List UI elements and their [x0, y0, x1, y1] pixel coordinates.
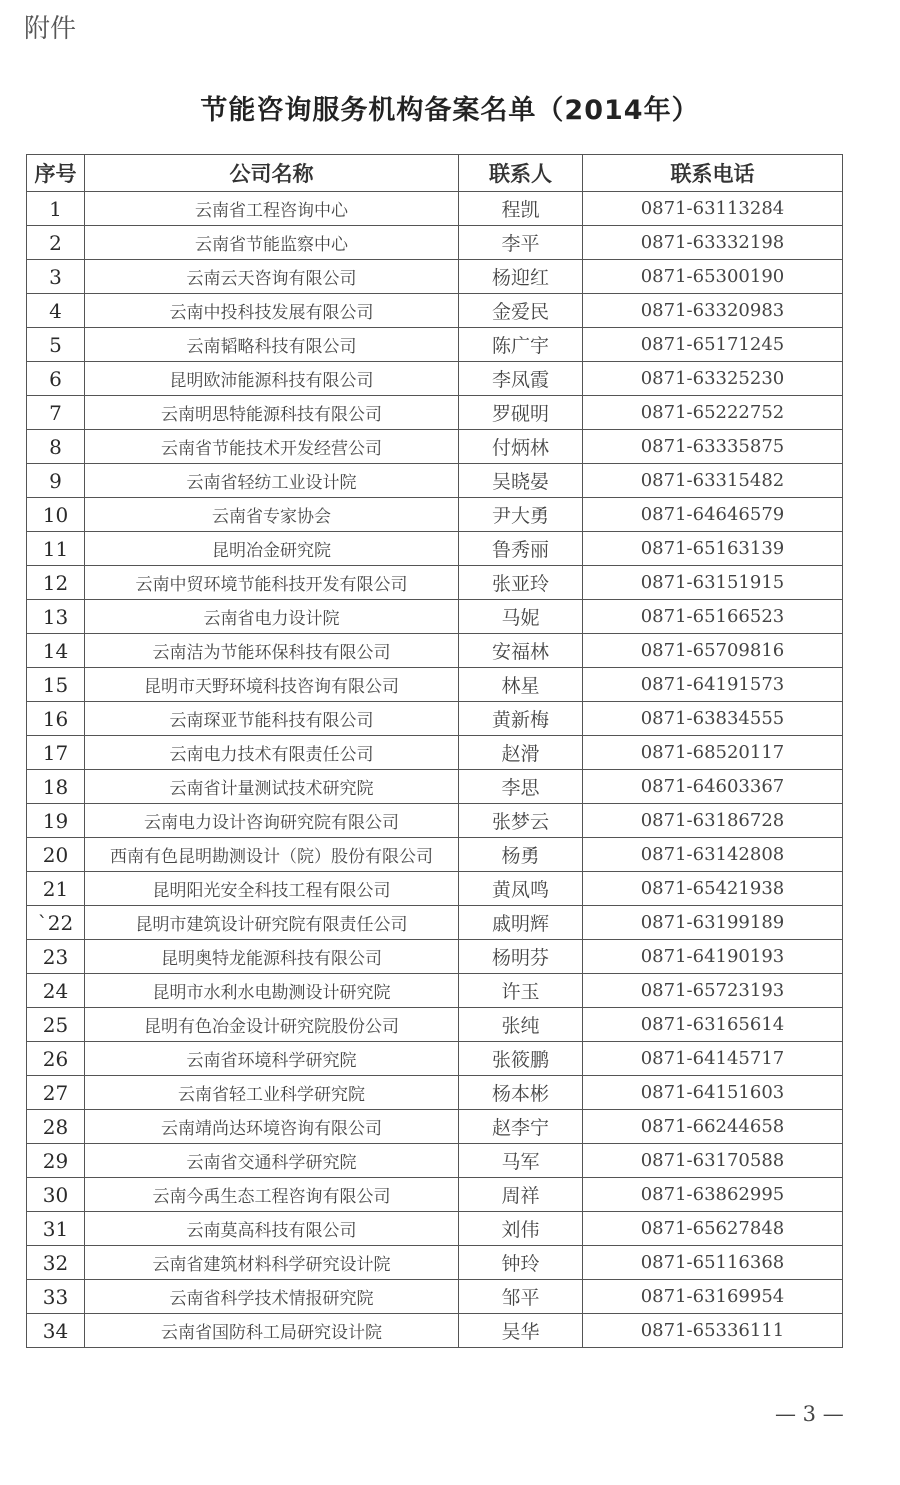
contact-person: 黄凤鸣 [459, 872, 583, 906]
contact-person: 林星 [459, 668, 583, 702]
contact-person: 黄新梅 [459, 702, 583, 736]
contact-phone: 0871-65723193 [583, 974, 843, 1008]
table-row [27, 396, 843, 430]
contact-phone: 0871-65709816 [583, 634, 843, 668]
row-index: 12 [27, 566, 85, 600]
table-row [27, 1178, 843, 1212]
contact-phone: 0871-63320983 [583, 294, 843, 328]
header-company: 公司名称 [85, 155, 459, 192]
company-name: 云南省轻工业科学研究院 [85, 1076, 459, 1110]
contact-person: 杨本彬 [459, 1076, 583, 1110]
table-row [27, 838, 843, 872]
table-row [27, 702, 843, 736]
row-index: 11 [27, 532, 85, 566]
company-name: 云南洁为节能环保科技有限公司 [85, 634, 459, 668]
table-row [27, 736, 843, 770]
company-name: 云南省轻纺工业设计院 [85, 464, 459, 498]
header-index: 序号 [27, 155, 85, 192]
contact-person: 戚明辉 [459, 906, 583, 940]
contact-person: 赵滑 [459, 736, 583, 770]
row-index: 20 [27, 838, 85, 872]
contact-phone: 0871-64190193 [583, 940, 843, 974]
company-name: 昆明市天野环境科技咨询有限公司 [85, 668, 459, 702]
table-row [27, 1144, 843, 1178]
row-index: 15 [27, 668, 85, 702]
company-name: 云南省环境科学研究院 [85, 1042, 459, 1076]
contact-person: 马妮 [459, 600, 583, 634]
registry-table [26, 154, 843, 1348]
table-row [27, 192, 843, 226]
contact-person: 鲁秀丽 [459, 532, 583, 566]
company-name: 云南省科学技术情报研究院 [85, 1280, 459, 1314]
company-name: 西南有色昆明勘测设计（院）股份有限公司 [85, 838, 459, 872]
table-row [27, 226, 843, 260]
row-index: 6 [27, 362, 85, 396]
row-index: 2 [27, 226, 85, 260]
table-row [27, 906, 843, 940]
row-index: 27 [27, 1076, 85, 1110]
contact-person: 金爱民 [459, 294, 583, 328]
table-row [27, 600, 843, 634]
table-row [27, 260, 843, 294]
company-name: 云南电力技术有限责任公司 [85, 736, 459, 770]
table-row [27, 1110, 843, 1144]
contact-person: 安福林 [459, 634, 583, 668]
table-row [27, 532, 843, 566]
row-index: 25 [27, 1008, 85, 1042]
row-index: 18 [27, 770, 85, 804]
contact-person: 许玉 [459, 974, 583, 1008]
row-index: 19 [27, 804, 85, 838]
attachment-label: 附件 [24, 14, 77, 44]
contact-phone: 0871-63862995 [583, 1178, 843, 1212]
company-name: 云南省计量测试技术研究院 [85, 770, 459, 804]
row-index: 26 [27, 1042, 85, 1076]
contact-phone: 0871-63186728 [583, 804, 843, 838]
page-title: 节能咨询服务机构备案名单（2014年） [200, 95, 700, 126]
contact-person: 钟玲 [459, 1246, 583, 1280]
row-index: 23 [27, 940, 85, 974]
table-row [27, 770, 843, 804]
contact-phone: 0871-63332198 [583, 226, 843, 260]
company-name: 云南省电力设计院 [85, 600, 459, 634]
contact-person: 罗砚明 [459, 396, 583, 430]
page-number: — 3 — [775, 1402, 844, 1426]
contact-phone: 0871-63165614 [583, 1008, 843, 1042]
table-row [27, 1042, 843, 1076]
company-name: 云南省建筑材料科学研究设计院 [85, 1246, 459, 1280]
contact-phone: 0871-64603367 [583, 770, 843, 804]
registry-table-container [26, 154, 842, 1348]
contact-phone: 0871-65627848 [583, 1212, 843, 1246]
company-name: 昆明冶金研究院 [85, 532, 459, 566]
contact-person: 杨明芬 [459, 940, 583, 974]
row-index: 5 [27, 328, 85, 362]
contact-phone: 0871-65300190 [583, 260, 843, 294]
contact-phone: 0871-63335875 [583, 430, 843, 464]
table-row [27, 362, 843, 396]
table-row [27, 872, 843, 906]
contact-phone: 0871-65166523 [583, 600, 843, 634]
company-name: 昆明有色冶金设计研究院股份公司 [85, 1008, 459, 1042]
contact-phone: 0871-63325230 [583, 362, 843, 396]
contact-phone: 0871-65171245 [583, 328, 843, 362]
table-row [27, 1076, 843, 1110]
header-phone: 联系电话 [583, 155, 843, 192]
company-name: 云南莫高科技有限公司 [85, 1212, 459, 1246]
contact-person: 刘伟 [459, 1212, 583, 1246]
company-name: 云南今禹生态工程咨询有限公司 [85, 1178, 459, 1212]
row-index: 7 [27, 396, 85, 430]
row-index: 4 [27, 294, 85, 328]
company-name: 云南明思特能源科技有限公司 [85, 396, 459, 430]
contact-phone: 0871-63834555 [583, 702, 843, 736]
contact-phone: 0871-65421938 [583, 872, 843, 906]
company-name: 云南省交通科学研究院 [85, 1144, 459, 1178]
contact-phone: 0871-63169954 [583, 1280, 843, 1314]
company-name: 云南中贸环境节能科技开发有限公司 [85, 566, 459, 600]
contact-person: 马军 [459, 1144, 583, 1178]
company-name: 云南云天咨询有限公司 [85, 260, 459, 294]
contact-person: 陈广宇 [459, 328, 583, 362]
table-row [27, 1008, 843, 1042]
contact-phone: 0871-68520117 [583, 736, 843, 770]
row-index: `22 [27, 906, 85, 940]
table-row [27, 668, 843, 702]
contact-person: 张梦云 [459, 804, 583, 838]
row-index: 3 [27, 260, 85, 294]
contact-person: 邹平 [459, 1280, 583, 1314]
contact-person: 付炳林 [459, 430, 583, 464]
row-index: 9 [27, 464, 85, 498]
company-name: 昆明市建筑设计研究院有限责任公司 [85, 906, 459, 940]
row-index: 16 [27, 702, 85, 736]
contact-phone: 0871-65163139 [583, 532, 843, 566]
company-name: 昆明市水利水电勘测设计研究院 [85, 974, 459, 1008]
contact-phone: 0871-65116368 [583, 1246, 843, 1280]
company-name: 昆明奥特龙能源科技有限公司 [85, 940, 459, 974]
contact-person: 尹大勇 [459, 498, 583, 532]
table-row [27, 566, 843, 600]
company-name: 昆明阳光安全科技工程有限公司 [85, 872, 459, 906]
contact-person: 程凯 [459, 192, 583, 226]
row-index: 32 [27, 1246, 85, 1280]
row-index: 33 [27, 1280, 85, 1314]
contact-person: 赵李宁 [459, 1110, 583, 1144]
company-name: 云南省国防科工局研究设计院 [85, 1314, 459, 1348]
contact-person: 张筱鹏 [459, 1042, 583, 1076]
table-row [27, 498, 843, 532]
contact-phone: 0871-64151603 [583, 1076, 843, 1110]
contact-person: 李平 [459, 226, 583, 260]
contact-person: 周祥 [459, 1178, 583, 1212]
table-row [27, 430, 843, 464]
company-name: 云南电力设计咨询研究院有限公司 [85, 804, 459, 838]
row-index: 13 [27, 600, 85, 634]
contact-person: 吴晓晏 [459, 464, 583, 498]
contact-person: 杨勇 [459, 838, 583, 872]
row-index: 1 [27, 192, 85, 226]
company-name: 云南省专家协会 [85, 498, 459, 532]
contact-phone: 0871-64145717 [583, 1042, 843, 1076]
contact-phone: 0871-64646579 [583, 498, 843, 532]
row-index: 10 [27, 498, 85, 532]
company-name: 云南靖尚达环境咨询有限公司 [85, 1110, 459, 1144]
header-contact: 联系人 [459, 155, 583, 192]
contact-phone: 0871-63199189 [583, 906, 843, 940]
company-name: 云南省工程咨询中心 [85, 192, 459, 226]
table-row [27, 1212, 843, 1246]
table-row [27, 464, 843, 498]
row-index: 28 [27, 1110, 85, 1144]
row-index: 17 [27, 736, 85, 770]
table-row [27, 1314, 843, 1348]
table-row [27, 940, 843, 974]
table-header-row [27, 155, 843, 192]
company-name: 云南琛亚节能科技有限公司 [85, 702, 459, 736]
row-index: 14 [27, 634, 85, 668]
row-index: 29 [27, 1144, 85, 1178]
table-row [27, 1246, 843, 1280]
row-index: 21 [27, 872, 85, 906]
table-body [27, 192, 843, 1348]
table-row [27, 634, 843, 668]
contact-phone: 0871-63315482 [583, 464, 843, 498]
contact-person: 张亚玲 [459, 566, 583, 600]
table-row [27, 1280, 843, 1314]
company-name: 云南省节能技术开发经营公司 [85, 430, 459, 464]
contact-phone: 0871-63151915 [583, 566, 843, 600]
contact-person: 杨迎红 [459, 260, 583, 294]
contact-phone: 0871-64191573 [583, 668, 843, 702]
table-row [27, 804, 843, 838]
company-name: 云南中投科技发展有限公司 [85, 294, 459, 328]
row-index: 31 [27, 1212, 85, 1246]
company-name: 云南韬略科技有限公司 [85, 328, 459, 362]
contact-phone: 0871-65336111 [583, 1314, 843, 1348]
contact-phone: 0871-65222752 [583, 396, 843, 430]
table-row [27, 974, 843, 1008]
company-name: 云南省节能监察中心 [85, 226, 459, 260]
contact-person: 李思 [459, 770, 583, 804]
contact-person: 张纯 [459, 1008, 583, 1042]
contact-phone: 0871-63170588 [583, 1144, 843, 1178]
row-index: 30 [27, 1178, 85, 1212]
contact-phone: 0871-63113284 [583, 192, 843, 226]
company-name: 昆明欧沛能源科技有限公司 [85, 362, 459, 396]
row-index: 24 [27, 974, 85, 1008]
contact-person: 吴华 [459, 1314, 583, 1348]
table-row [27, 294, 843, 328]
row-index: 34 [27, 1314, 85, 1348]
contact-person: 李凤霞 [459, 362, 583, 396]
table-row [27, 328, 843, 362]
contact-phone: 0871-63142808 [583, 838, 843, 872]
row-index: 8 [27, 430, 85, 464]
contact-phone: 0871-66244658 [583, 1110, 843, 1144]
